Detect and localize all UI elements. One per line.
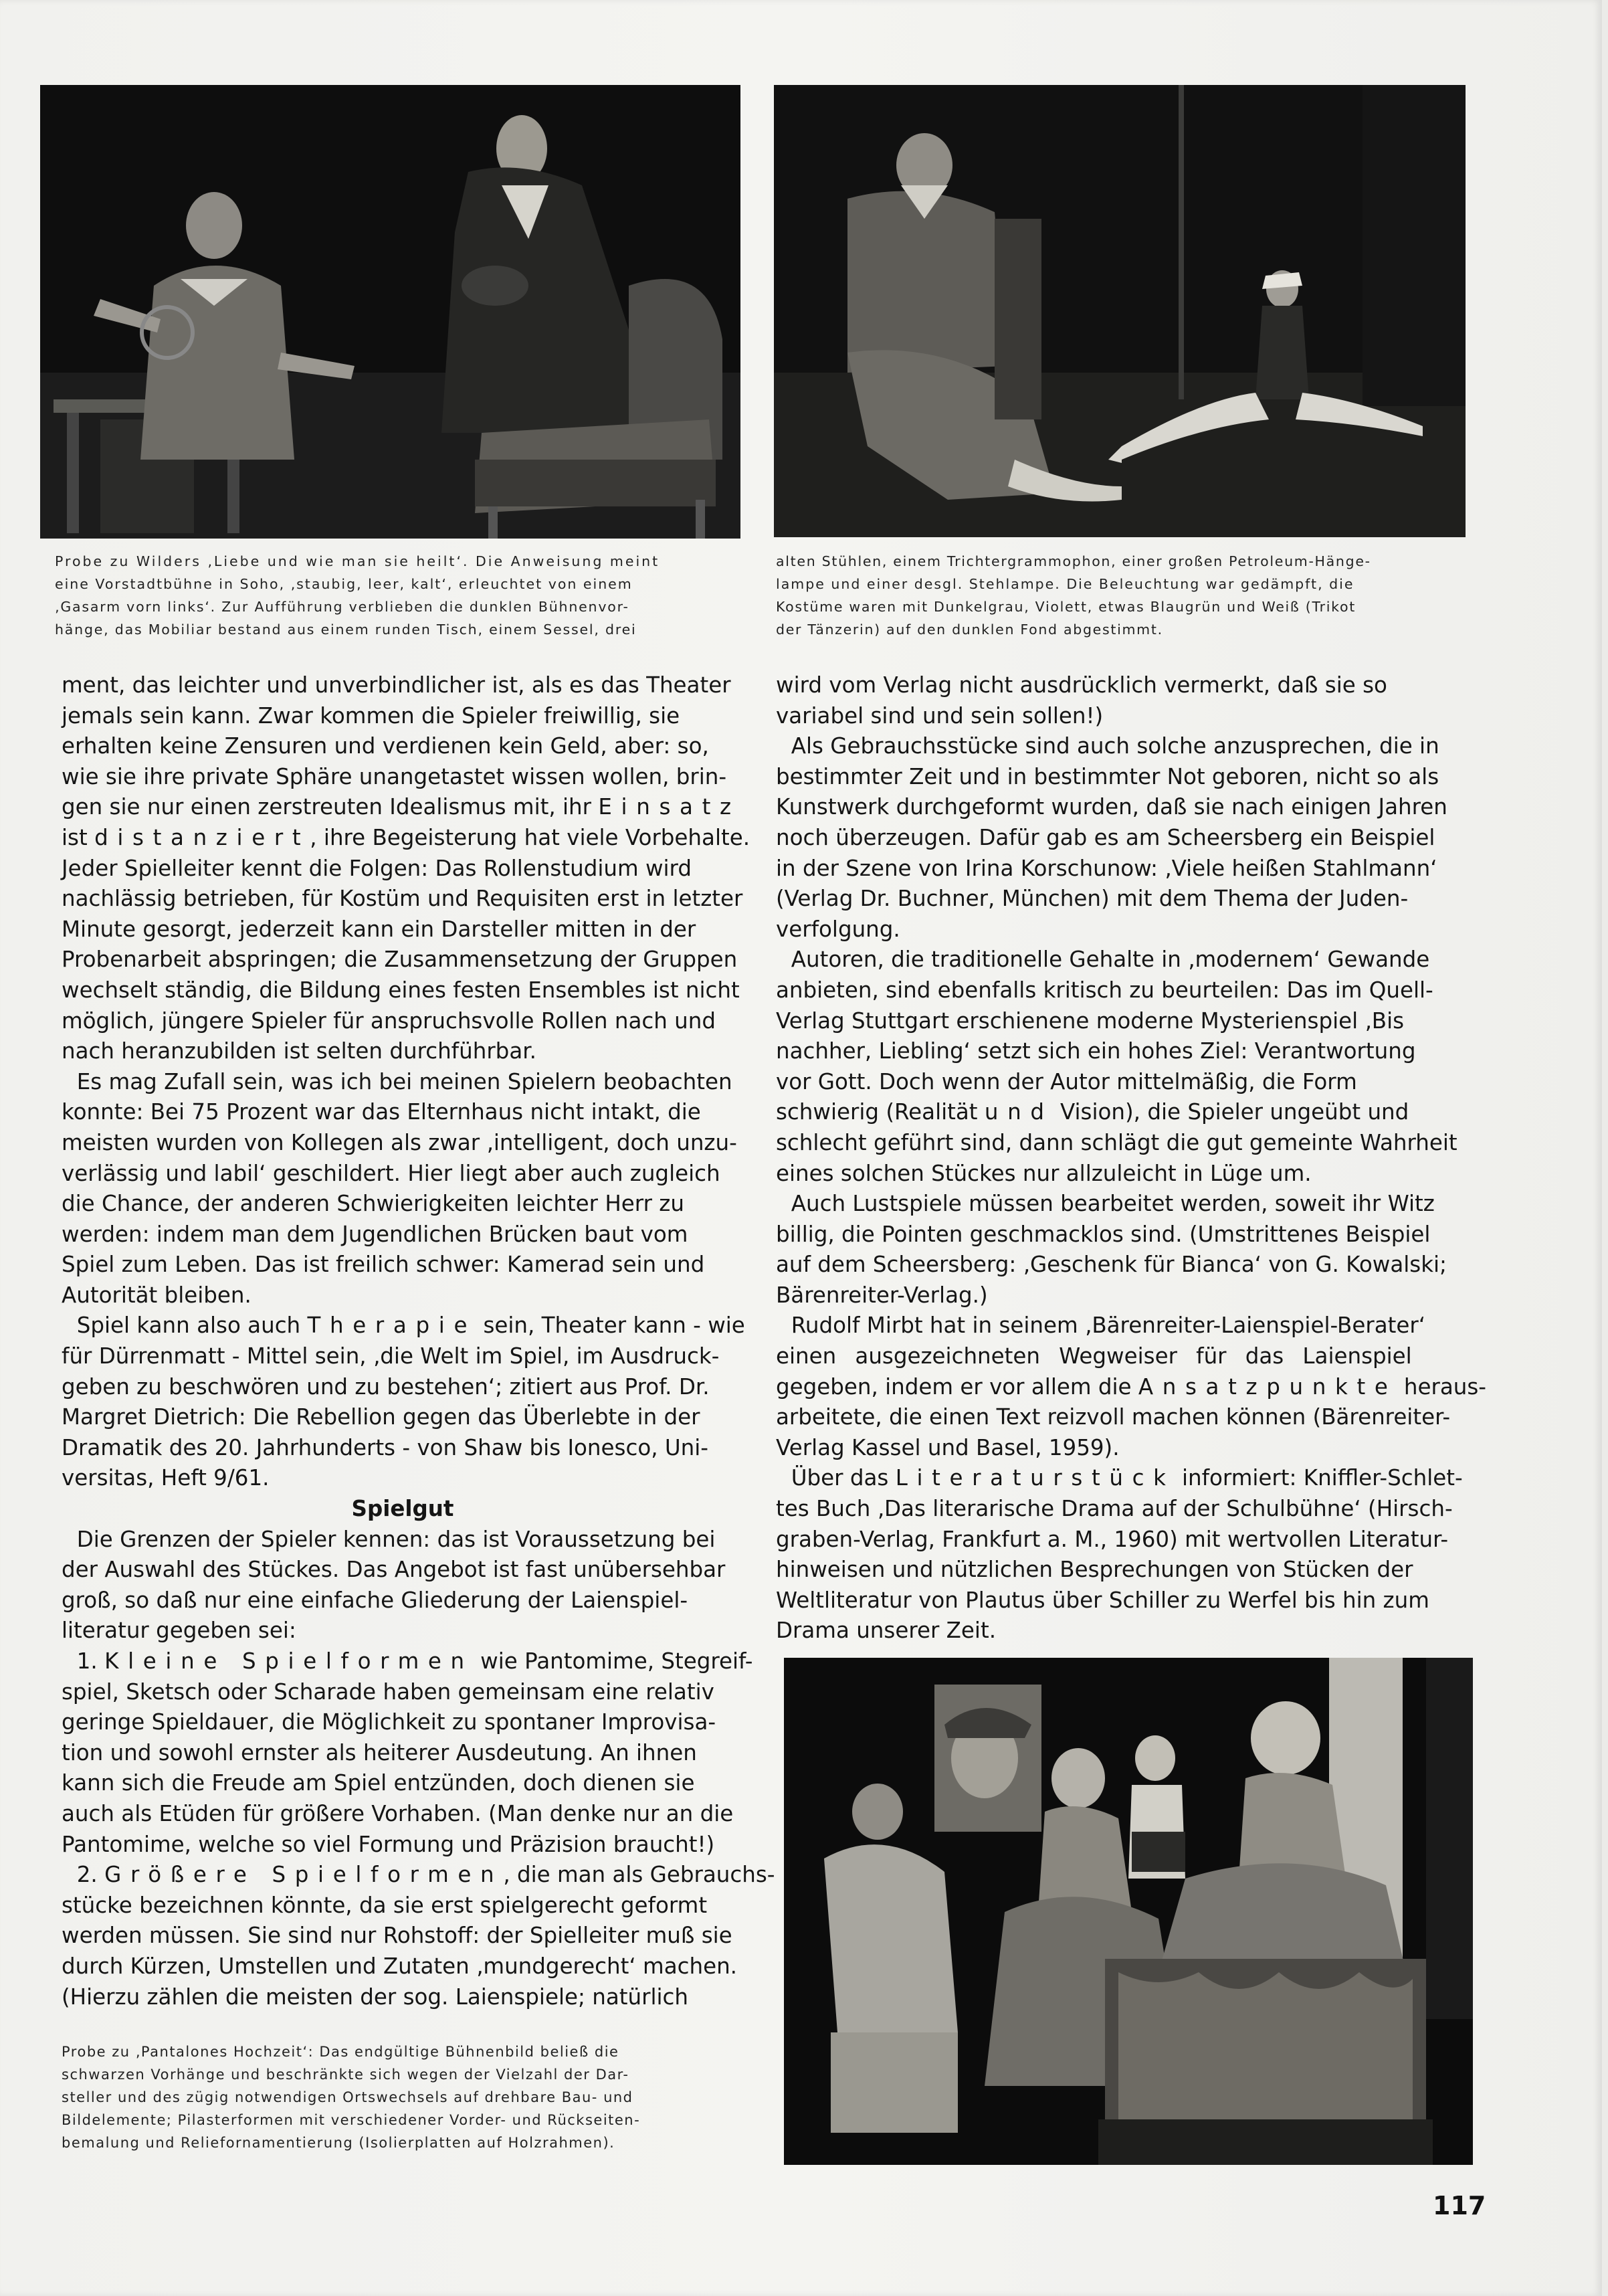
text-line: Es mag Zufall sein, was ich bei meinen Spielern beobachten <box>76 1068 732 1094</box>
text-line: auch als Etüden für größere Vorhaben. (Man denke nur an die <box>62 1800 734 1826</box>
caption-line: schwarzen Vorhänge und beschränkte sich wegen der Vielzahl der Dar- <box>62 2067 629 2083</box>
text-line: Autorität bleiben. <box>62 1282 252 1308</box>
text-line: einen ausgezeichneten Wegweiser für das Laienspiel <box>776 1343 1412 1369</box>
caption-line: steller und des zügig notwendigen Ortswechsels auf drehbare Bau- und <box>62 2089 633 2105</box>
caption-top-right <box>776 550 1465 641</box>
text-line: graben-Verlag, Frankfurt a. M., 1960) mit wertvollen Literatur- <box>776 1526 1449 1552</box>
text-line: verfolgung. <box>776 916 900 942</box>
text-line: Über das Literaturstück informiert: Kniffler-Schlet- <box>791 1465 1463 1491</box>
text-line: Drama unserer Zeit. <box>776 1618 997 1644</box>
text-line: Als Gebrauchsstücke sind auch solche anzusprechen, die in <box>791 733 1439 759</box>
text-line: vor Gott. Doch wenn der Autor mittelmäßig, die Form <box>776 1068 1357 1094</box>
pantalones-scene-illustration <box>784 1658 1473 2165</box>
text-line: tes Buch ‚Das literarische Drama auf der Schulbühne‘ (Hirsch- <box>776 1496 1453 1522</box>
text-line: Bärenreiter-Verlag.) <box>776 1282 988 1308</box>
text-line: Jeder Spielleiter kennt die Folgen: Das Rollenstudium wird <box>62 855 692 881</box>
text-line: Spiel kann also auch Therapie sein, Theater kann - wie <box>76 1313 745 1339</box>
text-line: (Verlag Dr. Buchner, München) mit dem Thema der Juden- <box>776 886 1409 912</box>
text-line: stücke bezeichnen könnte, da sie erst spielgerecht geformt <box>62 1892 708 1918</box>
text-line: durch Kürzen, Umstellen und Zutaten ‚mundgerecht‘ machen. <box>62 1953 738 1979</box>
text-line: wechselt ständig, die Bildung eines festen Ensembles ist nicht <box>62 977 740 1003</box>
caption-bottom <box>62 2040 750 2154</box>
text-line: spiel, Sketsch oder Scharade haben gemeinsam eine relativ <box>62 1679 714 1705</box>
caption-line: alten Stühlen, einem Trichtergrammophon, einer großen Petroleum-Hänge- <box>776 553 1371 569</box>
text-line: die Chance, der anderen Schwierigkeiten leichter Herr zu <box>62 1191 684 1217</box>
text-line: Dramatik des 20. Jahrhunderts - von Shaw bis Ionesco, Uni- <box>62 1434 709 1460</box>
text-line: Probenarbeit abspringen; die Zusammensetzung der Gruppen <box>62 947 738 973</box>
text-line: bestimmter Zeit und in bestimmter Not geboren, nicht so als <box>776 763 1439 789</box>
text-line: in der Szene von Irina Korschunow: ‚Viele heißen Stahlmann‘ <box>776 855 1437 881</box>
text-line: 2. Größere Spielformen, die man als Gebrauchs- <box>76 1862 775 1888</box>
section-heading-spielgut: Spielgut <box>351 1496 454 1522</box>
photo-liebe-und-wie-man-sie-heilt <box>40 85 740 539</box>
caption-line: Bildelemente; Pilasterformen mit verschiedener Vorder- und Rückseiten- <box>62 2112 641 2128</box>
text-line: gegeben, indem er vor allem die Ansatzpunkte heraus- <box>776 1373 1486 1400</box>
text-line: Kunstwerk durchgeformt wurden, daß sie nach einigen Jahren <box>776 794 1447 820</box>
left-column <box>62 670 775 2012</box>
caption-line: Probe zu Wilders ‚Liebe und wie man sie heilt‘. Die Anweisung meint <box>55 553 660 569</box>
text-line: werden: indem man dem Jugendlichen Brücken baut vom <box>62 1221 688 1247</box>
stage-scene-illustration <box>40 85 740 539</box>
text-line: meisten wurden von Kollegen als zwar ‚intelligent, doch unzu- <box>62 1129 737 1155</box>
text-line: arbeitete, die einen Text reizvoll machen können (Bärenreiter- <box>776 1404 1451 1430</box>
text-line: groß, so daß nur eine einfache Gliederung der Laienspiel- <box>62 1587 688 1613</box>
text-line: Pantomime, welche so viel Formung und Präzision braucht!) <box>62 1831 715 1857</box>
text-line: Die Grenzen der Spieler kennen: das ist Voraussetzung bei <box>76 1526 716 1552</box>
text-line: 1. Kleine Spielformen wie Pantomime, Stegreif- <box>76 1648 753 1674</box>
caption-line: lampe und einer desgl. Stehlampe. Die Beleuchtung war gedämpft, die <box>776 576 1354 592</box>
text-line: auf dem Scheersberg: ‚Geschenk für Bianca‘ von G. Kowalski; <box>776 1252 1447 1278</box>
text-line: wie sie ihre private Sphäre unangetastet wissen wollen, brin- <box>62 763 727 789</box>
text-line: nach heranzubilden ist selten durchführbar. <box>62 1038 536 1064</box>
caption-line: eine Vorstadtbühne in Soho, ‚staubig, leer, kalt‘, erleuchtet von einem <box>55 576 633 592</box>
dancer-scene-illustration <box>774 85 1466 537</box>
text-line: Weltliteratur von Plautus über Schiller zu Werfel bis hin zum <box>776 1587 1429 1613</box>
text-line: anbieten, sind ebenfalls kritisch zu beurteilen: Das im Quell- <box>776 977 1433 1003</box>
text-line: variabel sind und sein sollen!) <box>776 702 1104 729</box>
text-line: Verlag Kassel und Basel, 1959). <box>776 1434 1120 1460</box>
text-line: hinweisen und nützlichen Besprechungen von Stücken der <box>776 1557 1413 1583</box>
text-line: geben zu beschwören und zu bestehen‘; zitiert aus Prof. Dr. <box>62 1373 710 1400</box>
text-line: eines solchen Stückes nur allzuleicht in Lüge um. <box>776 1160 1312 1186</box>
text-line: literatur gegeben sei: <box>62 1618 296 1644</box>
text-line: tion und sowohl ernster als heiterer Ausdeutung. An ihnen <box>62 1739 697 1765</box>
caption-line: ‚Gasarm vorn links‘. Zur Aufführung verblieben die dunklen Bühnenvor- <box>55 599 629 615</box>
text-line: nachher, Liebling‘ setzt sich ein hohes Ziel: Verantwortung <box>776 1038 1416 1064</box>
text-line: konnte: Bei 75 Prozent war das Elternhaus nicht intakt, die <box>62 1099 701 1125</box>
text-line: kann sich die Freude am Spiel entzünden, doch dienen sie <box>62 1770 695 1796</box>
page-number: 117 <box>1433 2191 1486 2220</box>
text-line: werden müssen. Sie sind nur Rohstoff: der Spielleiter muß sie <box>62 1923 732 1949</box>
caption-line: der Tänzerin) auf den dunklen Fond abgestimmt. <box>776 621 1163 638</box>
text-line: ist distanziert, ihre Begeisterung hat viele Vorbehalte. <box>62 824 750 850</box>
photo-pantalones-hochzeit <box>784 1658 1473 2165</box>
text-line: wird vom Verlag nicht ausdrücklich vermerkt, daß sie so <box>776 672 1387 698</box>
text-line: nachlässig betrieben, für Kostüm und Requisiten erst in letzter <box>62 886 743 912</box>
text-line: Minute gesorgt, jederzeit kann ein Darsteller mitten in der <box>62 916 696 942</box>
caption-line: Kostüme waren mit Dunkelgrau, Violett, etwas Blaugrün und Weiß (Trikot <box>776 599 1356 615</box>
caption-top-left <box>55 550 736 641</box>
caption-line: bemalung und Reliefornamentierung (Isolierplatten auf Holzrahmen). <box>62 2135 615 2151</box>
text-line: (Hierzu zählen die meisten der sog. Laienspiele; natürlich <box>62 1984 688 2010</box>
text-line: verlässig und labil‘ geschildert. Hier liegt aber auch zugleich <box>62 1160 720 1186</box>
text-line: billig, die Pointen geschmacklos sind. (Umstrittenes Beispiel <box>776 1221 1431 1247</box>
text-line: geringe Spieldauer, die Möglichkeit zu spontaner Improvisa- <box>62 1709 716 1735</box>
text-line: gen sie nur einen zerstreuten Idealismus mit, ihr Einsatz <box>62 794 740 820</box>
text-line: ment, das leichter und unverbindlicher ist, als es das Theater <box>62 672 731 698</box>
text-line: erhalten keine Zensuren und verdienen kein Geld, aber: so, <box>62 733 709 759</box>
text-line: Spiel zum Leben. Das ist freilich schwer: Kamerad sein und <box>62 1252 705 1278</box>
text-line: Verlag Stuttgart erschienene moderne Mysterienspiel ‚Bis <box>776 1008 1405 1034</box>
text-line: Auch Lustspiele müssen bearbeitet werden, soweit ihr Witz <box>791 1191 1435 1217</box>
text-line: schwierig (Realität und Vision), die Spieler ungeübt und <box>776 1099 1409 1125</box>
text-line: Autoren, die traditionelle Gehalte in ‚modernem‘ Gewande <box>791 947 1430 973</box>
text-line: versitas, Heft 9/61. <box>62 1465 270 1491</box>
text-line: möglich, jüngere Spieler für anspruchsvolle Rollen nach und <box>62 1008 716 1034</box>
text-line: Rudolf Mirbt hat in seinem ‚Bärenreiter-Laienspiel-Berater‘ <box>791 1313 1426 1339</box>
caption-line: hänge, das Mobiliar bestand aus einem runden Tisch, einem Sessel, drei <box>55 621 637 638</box>
text-line: für Dürrenmatt - Mittel sein, ‚die Welt im Spiel, im Ausdruck- <box>62 1343 720 1369</box>
right-column <box>776 670 1486 1646</box>
text-line: jemals sein kann. Zwar kommen die Spieler freiwillig, sie <box>62 702 680 729</box>
text-line: noch überzeugen. Dafür gab es am Scheersberg ein Beispiel <box>776 824 1435 850</box>
text-line: der Auswahl des Stückes. Das Angebot ist fast unübersehbar <box>62 1557 726 1583</box>
text-line: Margret Dietrich: Die Rebellion gegen das Überlebte in der <box>62 1404 700 1430</box>
caption-line: Probe zu ‚Pantalones Hochzeit‘: Das endgültige Bühnenbild beließ die <box>62 2044 619 2060</box>
photo-dancer-scene <box>774 85 1466 537</box>
text-line: schlecht geführt sind, dann schlägt die gut gemeinte Wahrheit <box>776 1129 1458 1155</box>
